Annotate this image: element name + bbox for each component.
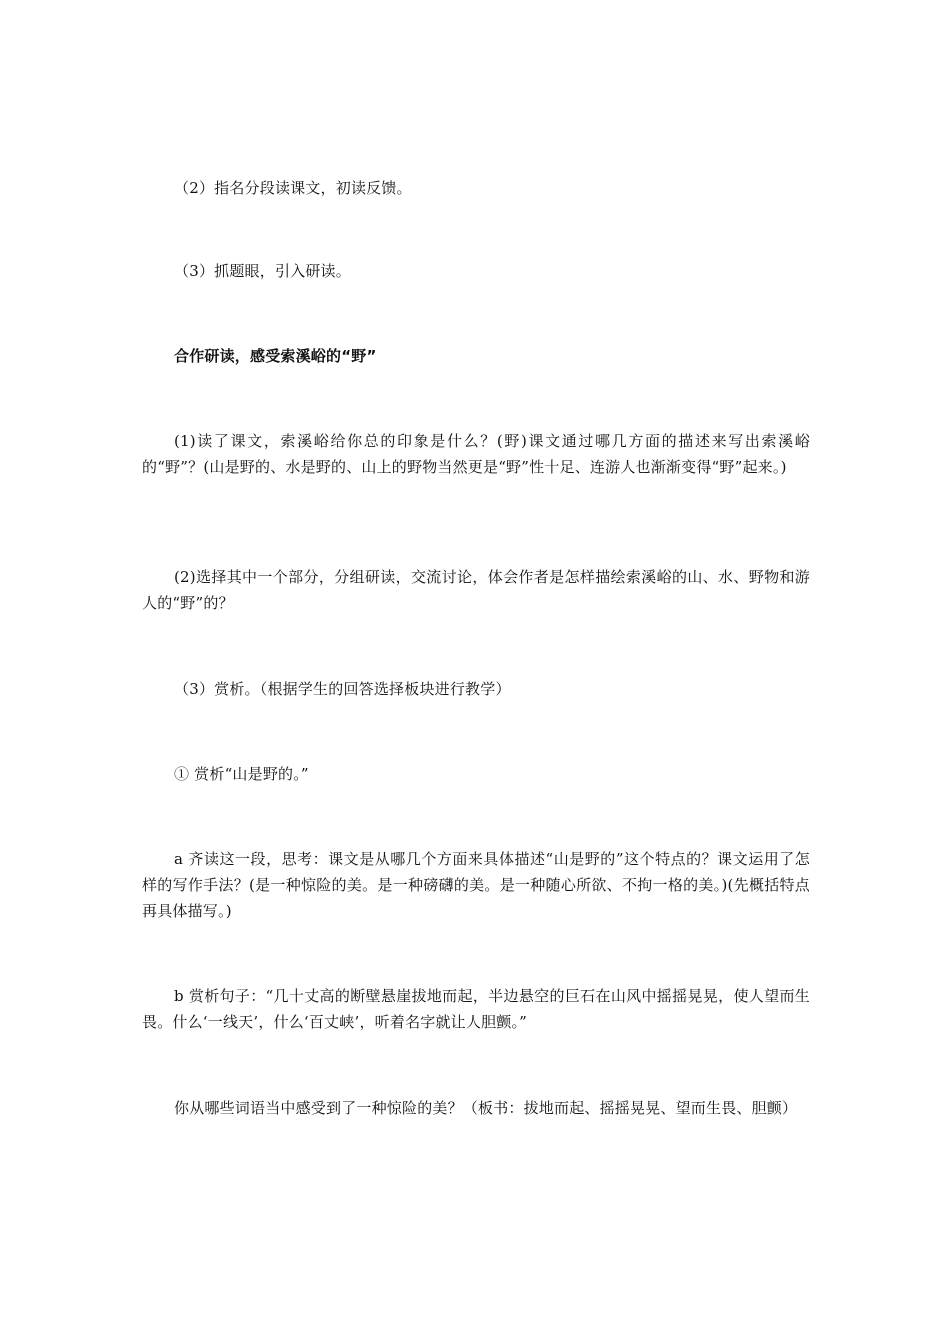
section-heading: 合作研读，感受索溪峪的“野” bbox=[174, 347, 377, 365]
paragraph-question-2: (2)选择其中一个部分，分组研读，交流讨论，体会作者是怎样描绘索溪峪的山、水、野物和游人的“野”的？ bbox=[142, 568, 810, 612]
paragraph-item-a: a 齐读这一段，思考：课文是从哪几个方面来具体描述“山是野的”这个特点的？课文运用了怎样的写作手法？(是一种惊险的美。是一种磅礴的美。是一种随心所欲、不拘一格的美。)(先概括特点再具体描写。) bbox=[142, 850, 810, 920]
paragraph-step-2: （2）指名分段读课文，初读反馈。 bbox=[174, 179, 412, 197]
paragraph-appreciation: （3）赏析。（根据学生的回答选择板块进行教学） bbox=[174, 680, 511, 698]
paragraph-mountain-wild: ① 赏析“山是野的。” bbox=[174, 765, 309, 783]
paragraph-item-b: b 赏析句子：“几十丈高的断壁悬崖拔地而起，半边悬空的巨石在山风中摇摇晃晃，使人望而生畏。什么‘一线天’，什么‘百丈峡’，听着名字就让人胆颤。” bbox=[142, 987, 810, 1031]
paragraph-words-question: 你从哪些词语当中感受到了一种惊险的美？（板书：拔地而起、摇摇晃晃、望而生畏、胆颤） bbox=[174, 1099, 798, 1117]
paragraph-question-1: (1)读了课文，索溪峪给你总的印象是什么？(野)课文通过哪几方面的描述来写出索溪峪的“野”？(山是野的、水是野的、山上的野物当然更是“野”性十足、连游人也渐渐变得“野”起来。) bbox=[142, 432, 810, 476]
paragraph-step-3: （3）抓题眼，引入研读。 bbox=[174, 262, 351, 280]
